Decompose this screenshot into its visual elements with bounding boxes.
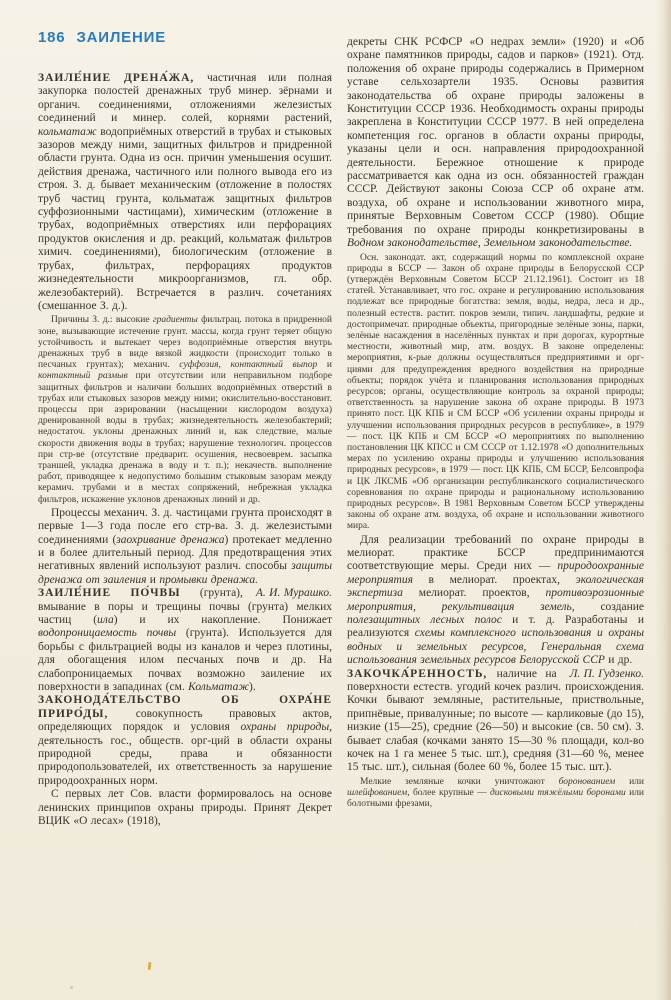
italic-term: градиенты: [152, 315, 198, 326]
page-number: 186: [38, 29, 66, 46]
italic-term: боронованием: [558, 776, 616, 787]
headword: ЗАКОЧКА́РЕННОСТЬ,: [347, 667, 497, 680]
headword: ЗАИЛЕ́НИЕ ПО́ЧВЫ: [38, 587, 200, 600]
headword: ЗАКОНОДА́ТЕЛЬСТВО ОБ ОХРА́НЕ ПРИРО́ДЫ,: [38, 694, 332, 720]
text-segment: Мелкие земляные кочки уничтожают: [360, 776, 559, 787]
text-segment: и т. д. Разработаны и реализуются: [347, 614, 645, 640]
text-segment: создание: [574, 600, 644, 613]
fine-print-prichiny: [38, 315, 332, 505]
text-segment: наличие на поверхности естеств. угодий кочек различ. происхождения. Кочки бывают земляные, растительные, приствольные, припнёвые, привалунные; по высоте — карликовые (до 15), низкие (15—25), средние (26—50) и высокие (св. 50 см). З. бывает слабая (кочками занято 15—30 % площади, кол-во кочек на 1 га менее 5 тыс. шт.), средняя (31—60 %, менее 15 тыс. шт.), сильная (более 60 %, более 15 тыс. шт.).: [347, 667, 644, 774]
article-zailenie-pochvy: [38, 587, 332, 694]
text-segment: водоприёмных отверстий в трубах и стыковых зазоров между ними, защитных фильтров и придренной области грунта. Одна из осн. причин уменьшения осушит. действия дренажа, частичного или полного вывода его из строя. З. д. бывает механическим (отложение в полостях труб частиц грунта, кольматаж защитных фильтров суффозионными частицами), химическим (отложение в трубах, водоприёмных отверстиях или перфорациях продуктов окисления и др. реакций, кольматаж фильтров химич. соединениями), биологическим (отложение в трубах, фильтрах, перфорациях продуктов жизнедеятельности микроорганизмов, гл. обр. железобактерий). Встречается в различ. сочетаниях (смешанное З. д.).: [38, 125, 332, 312]
fine-print-osn-zakonodat-akt: [347, 253, 644, 533]
page-edge-shading: [655, 0, 671, 1000]
text-segment: деятельность гос., обществ. орг-ций в области охраны природной среды, права и обязанности природопользователей, их ответственность за нарушение природоохранных норм.: [38, 734, 332, 787]
text-segment: Для реализации требований по охране природы в мелиорат. практике БССР предпринимаются соответствующие меры. Среди них —: [347, 533, 644, 573]
paper-speck: [70, 986, 73, 989]
italic-term: Водном законодательстве, Земельном законодательстве.: [347, 237, 633, 250]
text-segment: Осн. законодат. акт, содержащий нормы по комплексной охране природы в БССР — Закон об охране природы в Белорусской ССР (утверждён Верховным Советом БССР 21.12.1961). Состоит из 18 статей. Устанавливает, что гос. охране и регулированию использования подлежат все природные богатства: земля, воды, недра, леса и др., полезный естеств. растит. покров земли, типич. ландшафты, редкие и достопримечат. природные объекты, пригородные зелёные зоны, парки, зелёные насаждения в населённых пунктах и при дорогах, курортные местности, животный мир, атм. воздух. В законе определены: мероприятия, к-рые должны осуществляться предприятиями и орг-циями для предупреждения вредного воздействия на природные объекты; порядок учёта и планирования использования природных ресурсов; органы, осуществляющие контроль за охраной природы; ответственность за нарушение закона об охране природы. В 1973 принято пост. ЦК КПБ и СМ БССР «Об усилении охраны природы и улучшении использования природных ресурсов в республике», в 1979 — пост. ЦК КПБ и СМ БССР «О мероприятиях по выполнению постановления ЦК КПСС и СМ СССР от 1.12.1978 «О дополнительных мерах по усилению охраны природы и улучшению использования природных ресурсов», в 1979 — пост. ЦК КПБ, СМ БССР, Белсовпрофа и ЦК ЛКСМБ «Об организации республиканского социалистического соревнования по охране природы и рациональному использованию природных ресурсов». В 1981 Верховным Советом БССР утверждены законы об охране атм. воздуха, об охране и использовании животного мира.: [347, 252, 644, 532]
text-segment: (грунта), вмывание в поры и трещины почвы (грунта) мелких частиц (: [38, 587, 332, 627]
italic-term: Кольматаж: [188, 681, 250, 694]
italic-term: промывки дренажа.: [159, 573, 259, 586]
author-signature: Л. П. Гудзенко.: [569, 667, 644, 680]
running-head: [38, 29, 166, 46]
text-segment: мелиорат. проектов,: [402, 587, 546, 600]
text-segment: при отсутствии или неправильном подборе защитных фильтров и наличии больших водоприёмных отверстий в трубах или стыковых зазоров между ними; окислительно-восстановит. процессы при аэрировании (насыщении кислородом воздуха) дренированной воды в трубах; жизнедеятельность железобактерий; недостаточ. уклоны дренажных линий и, как следствие, малые скорости движения воды в трубах; нарушение технологич. процессов при стр-ве (отсутствие предварит. осушения, несвоеврем. засыпка траншей, укладка дренажа в воду и т. п.); некачеств. выполнение работ, приводящее к недопустимо большим стыковым зазорам между керамич. трубами и в местах сопряжений, небрежная укладка фильтров, искажение уклонов дренажных линий и др.: [38, 371, 333, 505]
italic-term: природоохранные мероприятия: [347, 560, 644, 586]
italic-term: водопроницаемость почвы: [38, 627, 177, 640]
author-signature: А. И. Мурашко.: [255, 587, 332, 600]
text-segment: ) протекает медленно и в более длительный период. Для предотвращения этих негативных явлений используют различ. способы: [38, 533, 332, 573]
text-segment: совокупность правовых актов, определяющих порядок и условия: [38, 707, 333, 734]
text-segment: и: [317, 360, 332, 371]
right-column: [347, 36, 644, 812]
italic-term: охраны природы,: [240, 721, 332, 734]
italic-term: суффозия, контактный выпор: [179, 360, 318, 371]
paragraph-dekrety-continuation: [347, 36, 644, 251]
italic-term: шлейфованием,: [347, 788, 410, 799]
italic-term: схемы комплексного использования и охраны водных и земельных ресурсов, Генеральная схема использования земельных ресурсов Белорусской ССР: [347, 627, 644, 667]
text-segment: или болотными фрезами,: [347, 788, 644, 810]
italic-term: ила: [97, 614, 114, 627]
text-segment: С первых лет Сов. власти формировалось на основе ленинских принципов охраны природы. Принят Декрет ВЦИК «О лесах» (1918),: [38, 788, 332, 828]
text-segment: Причины З. д.: высокие: [51, 315, 153, 326]
text-segment: в мелиорат. проектах,: [412, 573, 576, 586]
italic-term: противоэрозионные мероприятия, рекультивация земель,: [347, 587, 644, 613]
italic-term: заохривание дренажа: [116, 533, 225, 546]
running-title: ЗАИЛЕНИЕ: [76, 29, 166, 46]
text-segment: декреты СНК РСФСР «О недрах земли» (1920) и «Об охране памятников природы, садов и парков» (1921). Отд. положения об охране природы содержались в Примерном уставе сельхозартели 1935. Основы развития законодательства об охране природы заложены в Конституции СССР 1936. Необходимость охраны природы закреплена в Конституции СССР 1977. В ней определена компетенция гос. органов в области охраны природы, указаны цели и осн. направления природоохранной деятельности. Бережное отношение к природе рассматривается как одна из осн. обязанностей граждан СССР. Действуют законы Союза ССР об охране атм. воздуха, об охране и использовании животного мира, принятые Верховным Советом СССР (1980). Общие требования по охране природы конкретизированы в: [347, 36, 644, 236]
text-segment: более крупные —: [409, 788, 490, 799]
headword: ЗАИЛЕ́НИЕ ДРЕНА́ЖА,: [38, 72, 207, 84]
italic-term: экологическая экспертиза: [347, 573, 644, 600]
text-segment: ).: [249, 681, 256, 694]
italic-term: полезащитных лесных полос: [347, 614, 502, 627]
text-segment: ) и их накопление. Понижает: [113, 614, 332, 627]
italic-term: защиты дренажа от заиления: [38, 560, 332, 586]
article-zakochkarennost: [347, 668, 644, 775]
paragraph-s-pervyh-let: [38, 788, 332, 828]
left-column: [38, 72, 332, 829]
article-zakonodatelstvo: [38, 694, 332, 788]
italic-term: дисковыми тяжёлыми боронами: [489, 788, 626, 799]
paper-speck: [148, 962, 152, 970]
text-segment: или: [615, 776, 644, 787]
italic-term: кольматаж: [38, 125, 97, 138]
fine-print-melkie-kochki: [347, 777, 644, 811]
italic-term: контактный размыв: [38, 371, 128, 382]
text-segment: (грунта). Используется для борьбы с фильтрацией воды из каналов и через плотины, для обогащения илом песчаных почв и др. На слабопроницаемых почвах возможно заиление их поверхности в западинах (см.: [38, 627, 332, 694]
text-segment: и др.: [604, 654, 633, 667]
text-segment: фильтрац. потока в придренной зоне, вызывающие истечение грунт. массы, когда грунт теряет общую устойчивость и вытекает через водоприёмные отверстия внутрь дренажных труб в виде вязкой жидкости (происходит только в песчаных грунтах); механич.: [38, 315, 332, 371]
text-segment: частичная или полная закупорка полостей дренажных труб минер. зёрнами и органич. соединениями, отложениями железистых соединений и минер. солей, корнями растений,: [38, 72, 332, 125]
text-segment: Процессы механич. З. д. частицами грунта происходят в первые 1—3 года после его стр-ва. З. д. железистыми соединениями (: [38, 506, 332, 546]
text-segment: и: [146, 573, 160, 586]
article-zailenie-drenazha: [38, 72, 332, 313]
